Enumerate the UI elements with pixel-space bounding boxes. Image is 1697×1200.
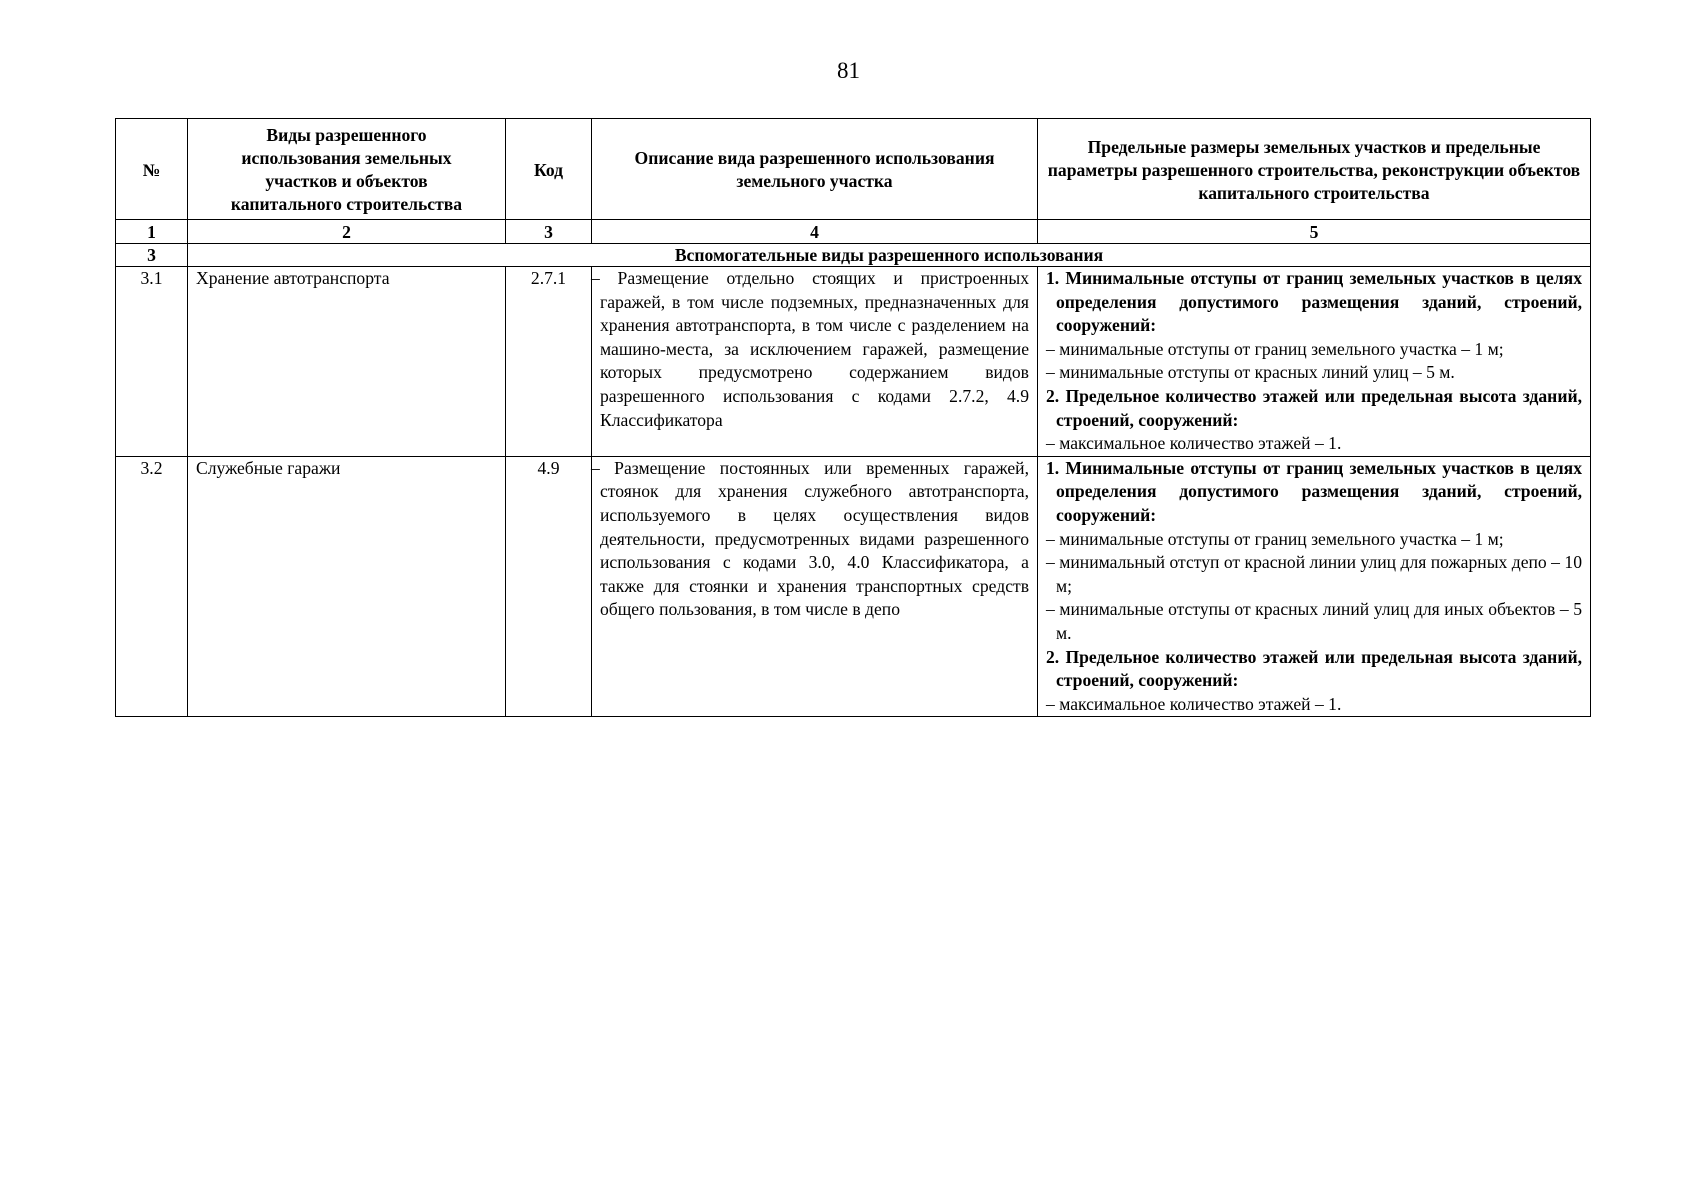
header-use-type: Виды разрешенного использования земельных участков и объектов капитального строительства xyxy=(188,119,506,220)
param-item: – минимальные отступы от красных линий улиц – 5 м. xyxy=(1046,362,1455,383)
section-title: Вспомогательные виды разрешенного использования xyxy=(188,244,1591,267)
param-item: – максимальное количество этажей – 1. xyxy=(1046,433,1342,454)
table-header-row xyxy=(116,119,1591,220)
param-item: – минимальные отступы от красных линий улиц для иных объектов – 5 м. xyxy=(1046,599,1582,643)
header-code: Код xyxy=(506,119,592,220)
header-number: № xyxy=(116,119,188,220)
row-description xyxy=(592,267,1038,457)
row-description-text: – Размещение отдельно стоящих и пристроенных гаражей, в том числе подземных, предназначенных для хранения автотранспорта, в том числе с разделением на машино-места, за исключением гаражей, размещение которых предусмотрено содержанием видов разрешенного использования с кодами 2.7.2, 4.9 Классификатора xyxy=(591,268,1029,430)
param-heading: 2. Предельное количество этажей или предельная высота зданий, строений, сооружений: xyxy=(1046,385,1582,430)
header-parameters: Предельные размеры земельных участков и предельные параметры разрешенного строительства, реконструкции объектов капитального строительства xyxy=(1038,119,1591,220)
table-row xyxy=(116,456,1591,717)
row-description xyxy=(592,456,1038,717)
row-parameters xyxy=(1038,267,1591,457)
column-number: 3 xyxy=(506,220,592,244)
row-use-type: Служебные гаражи xyxy=(188,456,506,717)
param-heading: 1. Минимальные отступы от границ земельных участков в целях определения допустимого размещения зданий, строений, сооружений: xyxy=(1046,457,1582,525)
column-number: 4 xyxy=(592,220,1038,244)
row-number: 3.2 xyxy=(116,456,188,717)
section-number: 3 xyxy=(116,244,188,267)
param-item: – минимальные отступы от границ земельного участка – 1 м; xyxy=(1046,338,1504,359)
row-use-type: Хранение автотранспорта xyxy=(188,267,506,457)
column-number: 2 xyxy=(188,220,506,244)
column-number-row xyxy=(116,220,1591,244)
row-parameters xyxy=(1038,456,1591,717)
row-number: 3.1 xyxy=(116,267,188,457)
row-code: 2.7.1 xyxy=(506,267,592,457)
param-item: – минимальные отступы от границ земельного участка – 1 м; xyxy=(1046,528,1504,549)
header-description: Описание вида разрешенного использования земельного участка xyxy=(592,119,1038,220)
param-heading: 2. Предельное количество этажей или предельная высота зданий, строений, сооружений: xyxy=(1046,646,1582,691)
land-use-table xyxy=(115,118,1591,717)
param-item: – максимальное количество этажей – 1. xyxy=(1046,693,1342,714)
table-row xyxy=(116,267,1591,457)
param-heading: 1. Минимальные отступы от границ земельных участков в целях определения допустимого размещения зданий, строений, сооружений: xyxy=(1046,268,1582,336)
column-number: 1 xyxy=(116,220,188,244)
param-item: – минимальный отступ от красной линии улиц для пожарных депо – 10 м; xyxy=(1046,552,1582,596)
row-description-text: – Размещение постоянных или временных гаражей, стоянок для хранения служебного автотранспорта, используемого в целях осуществления видов деятельности, предусмотренных видами разрешенного использования с кодами 3.0, 4.0 Классификатора, а также для стоянки и хранения транспортных средств общего пользования, в том числе в депо xyxy=(591,457,1029,620)
column-number: 5 xyxy=(1038,220,1591,244)
section-row xyxy=(116,244,1591,267)
page-number: 81 xyxy=(837,58,860,83)
row-code: 4.9 xyxy=(506,456,592,717)
